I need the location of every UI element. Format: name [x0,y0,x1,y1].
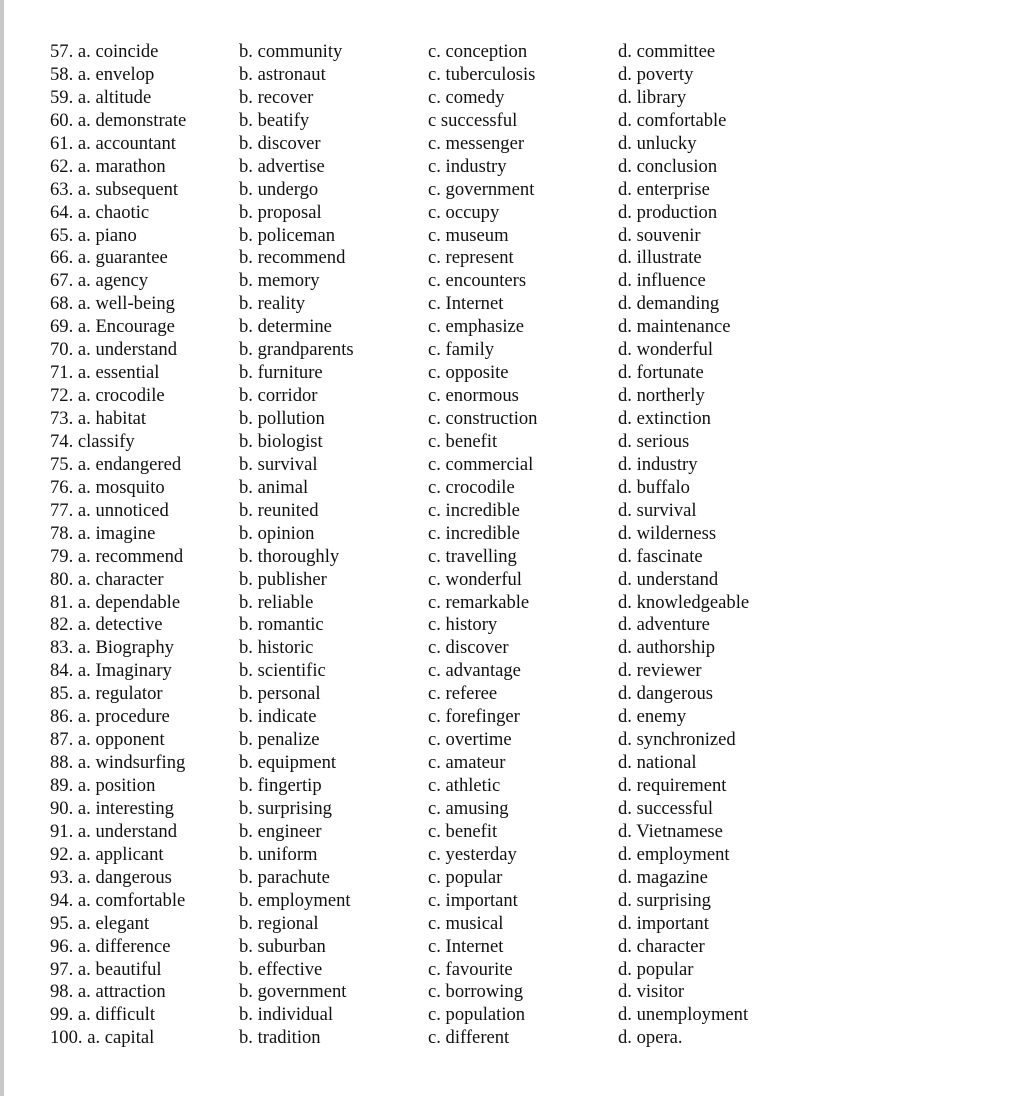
option-a: 70. a. understand [50,339,178,361]
option-c: c. overtime [428,729,512,751]
option-c: c. wonderful [428,568,522,590]
option-c: c. different [428,1027,510,1049]
option-c: c. amateur [428,752,506,774]
option-d: d. maintenance [618,316,731,338]
option-c: c successful [428,109,518,131]
option-d: d. requirement [618,775,727,796]
option-b: b. parachute [239,866,330,888]
option-c: c. represent [428,247,514,269]
option-c: c. occupy [428,201,500,223]
option-d: d. visitor [618,981,685,1003]
question-row [50,569,990,592]
option-a: 59. a. altitude [50,86,152,108]
question-row [50,752,990,775]
option-b: b. regional [239,912,319,934]
option-b: b. fingertip [239,775,322,796]
question-row [50,64,990,87]
option-b: b. historic [239,637,314,659]
option-d: d. illustrate [618,247,702,269]
option-b: b. reunited [239,499,319,521]
option-a: 79. a. recommend [50,545,184,567]
option-d: d. unemployment [618,1004,749,1026]
question-row [50,1004,990,1027]
option-c: c. discover [428,637,509,659]
option-a: 57. a. coincide [50,41,159,62]
option-a: 92. a. applicant [50,843,164,865]
option-b: b. beatify [239,109,310,131]
option-a: 58. a. envelop [50,63,155,85]
option-c: c. industry [428,155,507,177]
option-b: b. government [239,981,347,1003]
option-b: b. engineer [239,820,322,842]
question-row [50,798,990,821]
option-b: b. furniture [239,362,323,384]
option-a: 65. a. piano [50,224,137,246]
option-b: b. individual [239,1004,333,1026]
option-b: b. biologist [239,430,323,452]
option-a: 94. a. comfortable [50,889,186,911]
option-d: d. industry [618,453,698,475]
option-d: d. serious [618,430,690,452]
option-b: b. equipment [239,752,337,774]
option-d: d. souvenir [618,224,701,246]
option-a: 89. a. position [50,775,156,796]
question-row [50,729,990,752]
option-a: 100. a. capital [50,1027,155,1049]
option-c: c. yesterday [428,843,517,865]
option-b: b. personal [239,683,321,705]
option-d: d. survival [618,499,697,521]
option-a: 60. a. demonstrate [50,109,187,131]
option-b: b. publisher [239,568,327,590]
page-left-border [0,0,4,1096]
option-b: b. surprising [239,797,332,819]
option-c: c. opposite [428,362,509,384]
option-c: c. incredible [428,522,520,544]
question-row [50,270,990,293]
option-b: b. pollution [239,408,325,429]
option-a: 88. a. windsurfing [50,752,186,774]
question-row [50,890,990,913]
option-c: c. conception [428,41,528,62]
option-c: c. tuberculosis [428,63,536,85]
option-a: 82. a. detective [50,614,163,636]
option-a: 66. a. guarantee [50,247,168,269]
option-c: c. comedy [428,86,505,108]
question-row [50,179,990,202]
option-a: 61. a. accountant [50,132,176,154]
question-row [50,913,990,936]
question-row [50,500,990,523]
question-row [50,133,990,156]
option-d: d. synchronized [618,729,736,751]
option-a: 83. a. Biography [50,637,174,659]
option-d: d. wilderness [618,522,717,544]
question-row [50,523,990,546]
option-b: b. reliable [239,591,314,613]
option-d: d. production [618,201,718,223]
option-a: 85. a. regulator [50,683,163,705]
option-b: b. tradition [239,1027,321,1049]
option-a: 96. a. difference [50,935,171,957]
option-b: b. determine [239,316,332,338]
option-b: b. indicate [239,706,317,728]
option-d: d. buffalo [618,476,690,498]
option-a: 90. a. interesting [50,797,174,819]
option-b: b. recover [239,86,314,108]
option-c: c. benefit [428,820,498,842]
option-a: 64. a. chaotic [50,201,150,223]
option-a: 84. a. Imaginary [50,660,172,682]
option-c: c. referee [428,683,498,705]
option-d: d. fascinate [618,545,703,567]
option-b: b. memory [239,270,320,292]
option-d: d. successful [618,797,714,819]
option-a: 71. a. essential [50,362,160,384]
question-row [50,821,990,844]
question-row [50,867,990,890]
question-row [50,408,990,431]
question-row [50,431,990,454]
option-c: c. population [428,1004,526,1026]
question-row [50,981,990,1004]
option-b: b. thoroughly [239,545,340,567]
question-row [50,775,990,798]
question-row [50,844,990,867]
option-d: d. library [618,86,687,108]
exercise-sheet [50,41,990,1050]
question-row [50,454,990,477]
option-d: d. committee [618,41,716,62]
option-b: b. community [239,41,343,62]
option-b: b. employment [239,889,351,911]
option-b: b. animal [239,476,309,498]
option-a: 74. classify [50,430,135,452]
option-d: d. employment [618,843,730,865]
option-b: b. discover [239,132,321,154]
option-a: 95. a. elegant [50,912,150,934]
option-a: 63. a. subsequent [50,178,179,200]
option-d: d. unlucky [618,132,697,154]
option-b: b. policeman [239,224,336,246]
question-row [50,316,990,339]
option-a: 77. a. unnoticed [50,499,169,521]
option-d: d. reviewer [618,660,702,682]
question-row [50,110,990,133]
option-a: 98. a. attraction [50,981,166,1003]
option-a: 80. a. character [50,568,164,590]
question-row [50,660,990,683]
option-b: b. opinion [239,522,315,544]
option-d: d. wonderful [618,339,714,361]
option-d: d. authorship [618,637,716,659]
option-c: c. important [428,889,518,911]
option-d: d. adventure [618,614,710,636]
option-a: 73. a. habitat [50,408,147,429]
question-row [50,339,990,362]
question-row [50,1027,990,1050]
option-b: b. romantic [239,614,324,636]
option-c: c. government [428,178,535,200]
question-row [50,247,990,270]
option-a: 68. a. well-being [50,293,175,315]
option-c: c. musical [428,912,504,934]
question-row [50,959,990,982]
option-a: 86. a. procedure [50,706,170,728]
option-c: c. amusing [428,797,509,819]
question-row [50,293,990,316]
option-c: c. athletic [428,775,501,796]
option-b: b. recommend [239,247,346,269]
option-d: d. extinction [618,408,711,429]
question-row [50,87,990,110]
option-c: c. enormous [428,385,519,407]
option-d: d. understand [618,568,719,590]
option-b: b. astronaut [239,63,326,85]
option-c: c. commercial [428,453,534,475]
option-a: 69. a. Encourage [50,316,175,338]
option-d: d. fortunate [618,362,704,384]
option-c: c. family [428,339,495,361]
option-d: d. influence [618,270,706,292]
question-row [50,477,990,500]
option-a: 72. a. crocodile [50,385,165,407]
option-c: c. messenger [428,132,525,154]
option-c: c. history [428,614,498,636]
option-c: c. Internet [428,293,504,315]
option-c: c. Internet [428,935,504,957]
option-b: b. scientific [239,660,326,682]
option-a: 99. a. difficult [50,1004,155,1026]
option-a: 76. a. mosquito [50,476,165,498]
option-a: 78. a. imagine [50,522,156,544]
option-a: 81. a. dependable [50,591,181,613]
option-d: d. popular [618,958,694,980]
question-row [50,225,990,248]
question-row [50,385,990,408]
question-row [50,362,990,385]
option-a: 87. a. opponent [50,729,165,751]
option-d: d. magazine [618,866,708,888]
option-d: d. demanding [618,293,720,315]
option-d: d. comfortable [618,109,727,131]
question-row [50,41,990,64]
option-b: b. penalize [239,729,320,751]
option-b: b. grandparents [239,339,354,361]
option-b: b. undergo [239,178,319,200]
question-row [50,546,990,569]
option-d: d. dangerous [618,683,714,705]
option-c: c. popular [428,866,503,888]
question-row [50,706,990,729]
question-row [50,614,990,637]
option-b: b. advertise [239,155,325,177]
option-c: c. advantage [428,660,521,682]
option-b: b. survival [239,453,318,475]
option-c: c. museum [428,224,509,246]
option-c: c. benefit [428,430,498,452]
option-d: d. surprising [618,889,711,911]
question-row [50,936,990,959]
option-d: d. knowledgeable [618,591,750,613]
option-c: c. forefinger [428,706,520,728]
option-a: 97. a. beautiful [50,958,162,980]
question-row [50,156,990,179]
option-d: d. northerly [618,385,705,407]
option-b: b. uniform [239,843,318,865]
option-d: d. conclusion [618,155,718,177]
option-b: b. effective [239,958,323,980]
option-b: b. corridor [239,385,318,407]
option-a: 91. a. understand [50,820,178,842]
option-c: c. construction [428,408,538,429]
option-c: c. crocodile [428,476,515,498]
question-row [50,637,990,660]
option-c: c. incredible [428,499,520,521]
option-d: d. opera. [618,1027,683,1049]
option-d: d. national [618,752,697,774]
option-d: d. character [618,935,705,957]
option-c: c. favourite [428,958,513,980]
option-c: c. encounters [428,270,527,292]
option-a: 62. a. marathon [50,155,166,177]
question-row [50,683,990,706]
option-d: d. poverty [618,63,694,85]
option-b: b. proposal [239,201,322,223]
option-b: b. reality [239,293,306,315]
option-c: c. remarkable [428,591,530,613]
option-c: c. borrowing [428,981,524,1003]
question-row [50,592,990,615]
option-c: c. emphasize [428,316,525,338]
option-b: b. suburban [239,935,326,957]
option-d: d. enterprise [618,178,710,200]
option-c: c. travelling [428,545,517,567]
option-a: 67. a. agency [50,270,149,292]
question-row [50,202,990,225]
option-d: d. enemy [618,706,687,728]
option-a: 75. a. endangered [50,453,182,475]
option-d: d. Vietnamese [618,820,723,842]
option-a: 93. a. dangerous [50,866,172,888]
option-d: d. important [618,912,709,934]
